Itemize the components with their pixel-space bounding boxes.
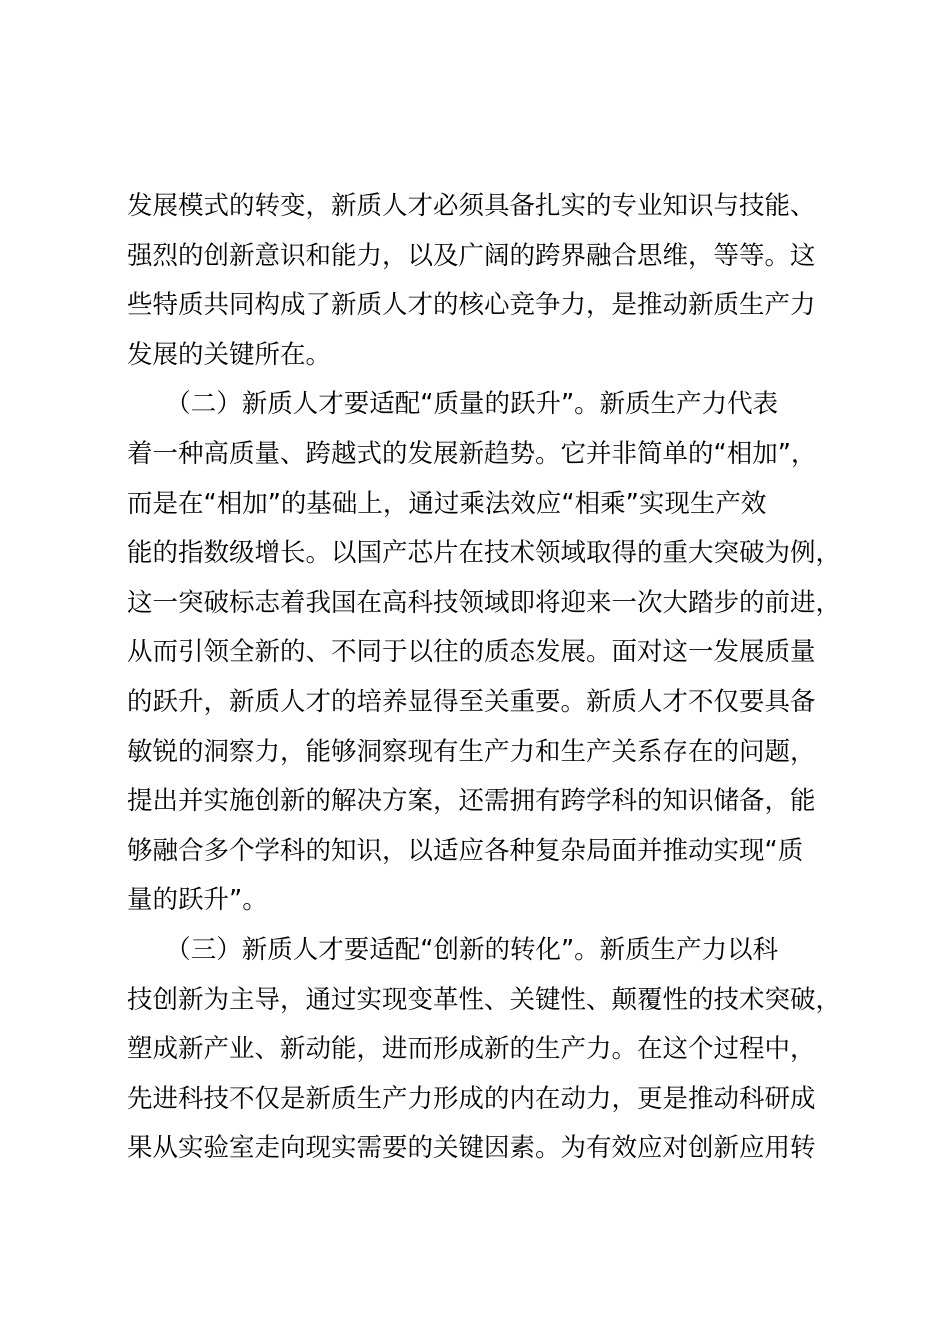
paragraph-heading-line: （二）新质人才要适配“质量的跃升”。新质生产力代表 [127,389,779,420]
text-line: 强烈的创新意识和能力，以及广阔的跨界融合思维，等等。这 [127,240,816,271]
text-line: 些特质共同构成了新质人才的核心竞争力，是推动新质生产力 [127,290,816,321]
text-line: 而是在“相加”的基础上，通过乘法效应“相乘”实现生产效 [127,488,767,519]
text-line: 技创新为主导，通过实现变革性、关键性、颠覆性的技术突破， [127,984,842,1015]
text-line: 敏锐的洞察力，能够洞察现有生产力和生产关系存在的问题， [127,736,816,767]
text-line: 能的指数级增长。以国产芯片在技术领域取得的重大突破为例， [127,538,842,569]
text-line: 从而引领全新的、不同于以往的质态发展。面对这一发展质量 [127,637,816,668]
text-line: 发展模式的转变，新质人才必须具备扎实的专业知识与技能、 [127,191,816,221]
text-line: 先进科技不仅是新质生产力形成的内在动力，更是推动科研成 [127,1083,816,1114]
text-line: 这一突破标志着我国在高科技领域即将迎来一次大踏步的前进， [127,587,842,618]
document-body [127,182,867,1174]
text-line: 着一种高质量、跨越式的发展新趋势。它并非简单的“相加”， [127,438,817,469]
text-line: 量的跃升”。 [127,885,268,916]
text-line: 提出并实施创新的解决方案，还需拥有跨学科的知识储备，能 [127,786,816,817]
paragraph-heading-line: （三）新质人才要适配“创新的转化”。新质生产力以科 [127,934,779,965]
text-line: 够融合多个学科的知识，以适应各种复杂局面并推动实现“质 [127,835,804,866]
text-line: 果从实验室走向现实需要的关键因素。为有效应对创新应用转 [127,1133,816,1164]
text-line: 塑成新产业、新动能，进而形成新的生产力。在这个过程中， [127,1034,816,1065]
text-line: 的跃升，新质人才的培养显得至关重要。新质人才不仅要具备 [127,686,816,717]
text-line: 发展的关键所在。 [127,339,332,370]
